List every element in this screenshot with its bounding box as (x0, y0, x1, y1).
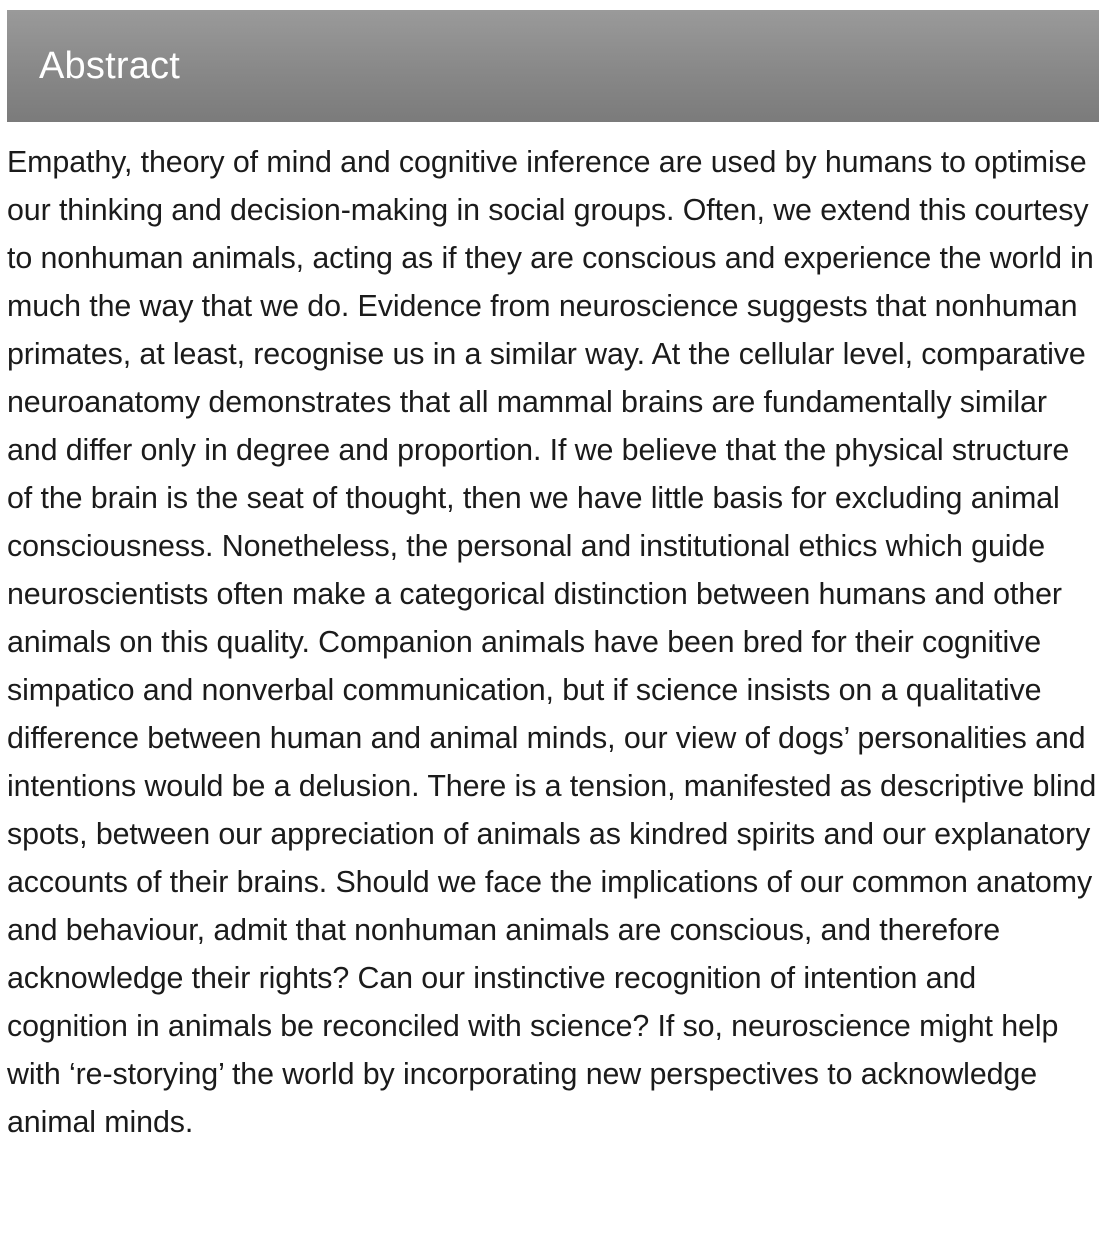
abstract-title: Abstract (39, 44, 180, 87)
abstract-text: Empathy, theory of mind and cognitive inference are used by humans to optimise our thinking and decision-making in social groups. Often, we extend this courtesy to nonhuman animals, acting as if they are conscious and experience the world in much the way that we do. Evidence from neuroscience suggests that nonhuman primates, at least, recognise us in a similar way. At the cellular level, comparative neuroanatomy demonstrates that all mammal brains are fundamentally similar and differ only in degree and proportion. If we believe that the physical structure of the brain is the seat of thought, then we have little basis for excluding animal consciousness. Nonetheless, the personal and institutional ethics which guide neuroscientists often make a categorical distinction between humans and other animals on this quality. Companion animals have been bred for their cognitive simpatico and nonverbal communication, but if science insists on a qualitative difference between human and animal minds, our view of dogs’ personalities and intentions would be a delusion. There is a tension, manifested as descriptive blind spots, between our appreciation of animals as kindred spirits and our explanatory accounts of their brains. Should we face the implications of our common anatomy and behaviour, admit that nonhuman animals are conscious, and therefore acknowledge their rights? Can our instinctive recognition of intention and cognition in animals be reconciled with science? If so, neuroscience might help with ‘re-storying’ the world by incorporating new perspectives to acknowledge animal minds. (7, 145, 1097, 1139)
abstract-section (7, 10, 1099, 1146)
abstract-header (7, 10, 1099, 122)
